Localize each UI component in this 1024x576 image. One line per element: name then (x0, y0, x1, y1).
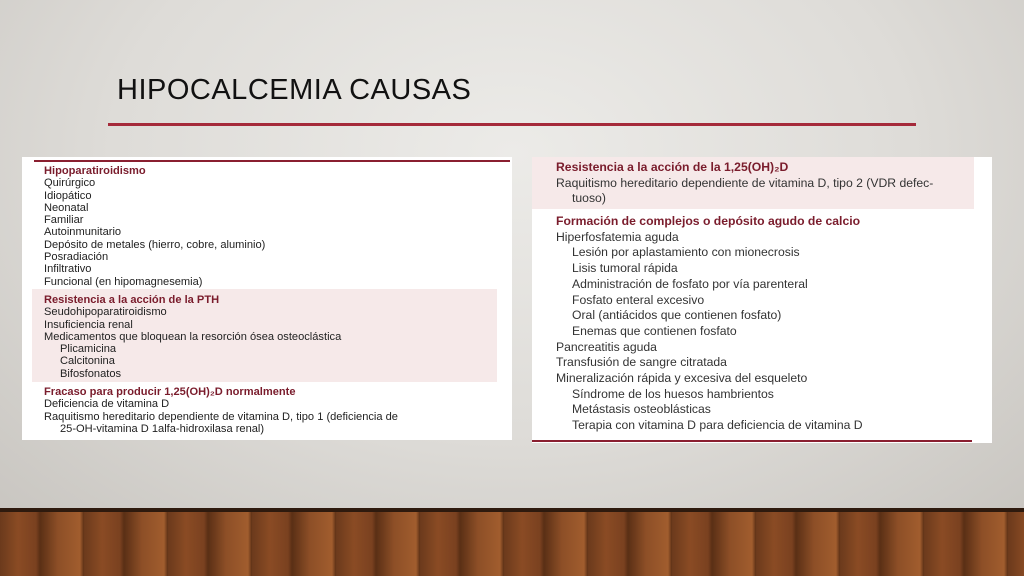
section-heading: Hipoparatiroidismo (44, 165, 146, 177)
wood-floor (0, 512, 1024, 576)
list-item: Metástasis osteoblásticas (572, 402, 711, 417)
list-item: Insuficiencia renal (44, 318, 133, 331)
list-item: Quirúrgico (44, 177, 96, 190)
list-item: Administración de fosfato por vía parenteral (572, 276, 808, 291)
list-item: Neonatal (44, 201, 89, 214)
list-item: Lesión por aplastamiento con mionecrosis (572, 245, 800, 260)
list-item: Funcional (en hipomagnesemia) (44, 275, 203, 288)
list-item: Pancreatitis aguda (556, 339, 657, 354)
list-item: Medicamentos que bloquean la resorción ósea osteoclástica (44, 330, 342, 343)
list-item: Transfusión de sangre citratada (556, 355, 727, 370)
list-item: Autoinmunitario (44, 226, 122, 239)
list-item: Plicamicina (60, 343, 117, 356)
causes-table-left (22, 157, 512, 440)
table-top-rule (34, 160, 510, 162)
causes-table-right (532, 157, 992, 443)
section-formacion-complejos (532, 214, 992, 434)
list-item: 25-OH-vitamina D 1alfa-hidroxilasa renal) (60, 422, 265, 435)
section-hipoparatiroidismo (22, 165, 512, 288)
list-item: Lisis tumoral rápida (572, 261, 678, 276)
list-item: Síndrome de los huesos hambrientos (572, 386, 774, 401)
list-item: Terapia con vitamina D para deficiencia de vitamina D (572, 418, 863, 433)
list-item: Mineralización rápida y excesiva del esqueleto (556, 371, 808, 386)
list-item: tuoso) (572, 191, 606, 206)
list-item: Bifosfonatos (60, 367, 122, 380)
list-item: Seudohipoparatiroidismo (44, 306, 167, 319)
slide-title: HIPOCALCEMIA CAUSAS (117, 74, 472, 106)
list-item: Deficiencia de vitamina D (44, 398, 170, 411)
list-item: Familiar (44, 214, 84, 227)
section-heading: Formación de complejos o depósito agudo de calcio (556, 214, 861, 228)
list-item: Posradiación (44, 251, 109, 264)
list-item: Depósito de metales (hierro, cobre, aluminio) (44, 238, 266, 251)
section-heading: Resistencia a la acción de la PTH (44, 294, 220, 306)
list-item: Raquitismo hereditario dependiente de vitamina D, tipo 1 (deficiencia de (44, 410, 398, 423)
section-heading: Fracaso para producir 1,25(OH)₂D normalmente (44, 386, 296, 398)
section-resistencia-125 (532, 157, 974, 209)
section-fracaso-125 (22, 386, 512, 435)
list-item: Infiltrativo (44, 263, 92, 276)
list-item: Raquitismo hereditario dependiente de vitamina D, tipo 2 (VDR defec- (556, 175, 934, 190)
list-item: Oral (antiácidos que contienen fosfato) (572, 308, 782, 323)
section-resistencia-pth (32, 289, 497, 382)
title-underline (108, 123, 916, 126)
list-item: Hiperfosfatemia aguda (556, 229, 679, 244)
section-heading: Resistencia a la acción de la 1,25(OH)₂D (556, 160, 789, 174)
table-bottom-rule (532, 440, 972, 442)
list-item: Fosfato enteral excesivo (572, 292, 705, 307)
list-item: Idiopático (44, 189, 92, 202)
list-item: Calcitonina (60, 355, 115, 368)
list-item: Enemas que contienen fosfato (572, 323, 737, 338)
